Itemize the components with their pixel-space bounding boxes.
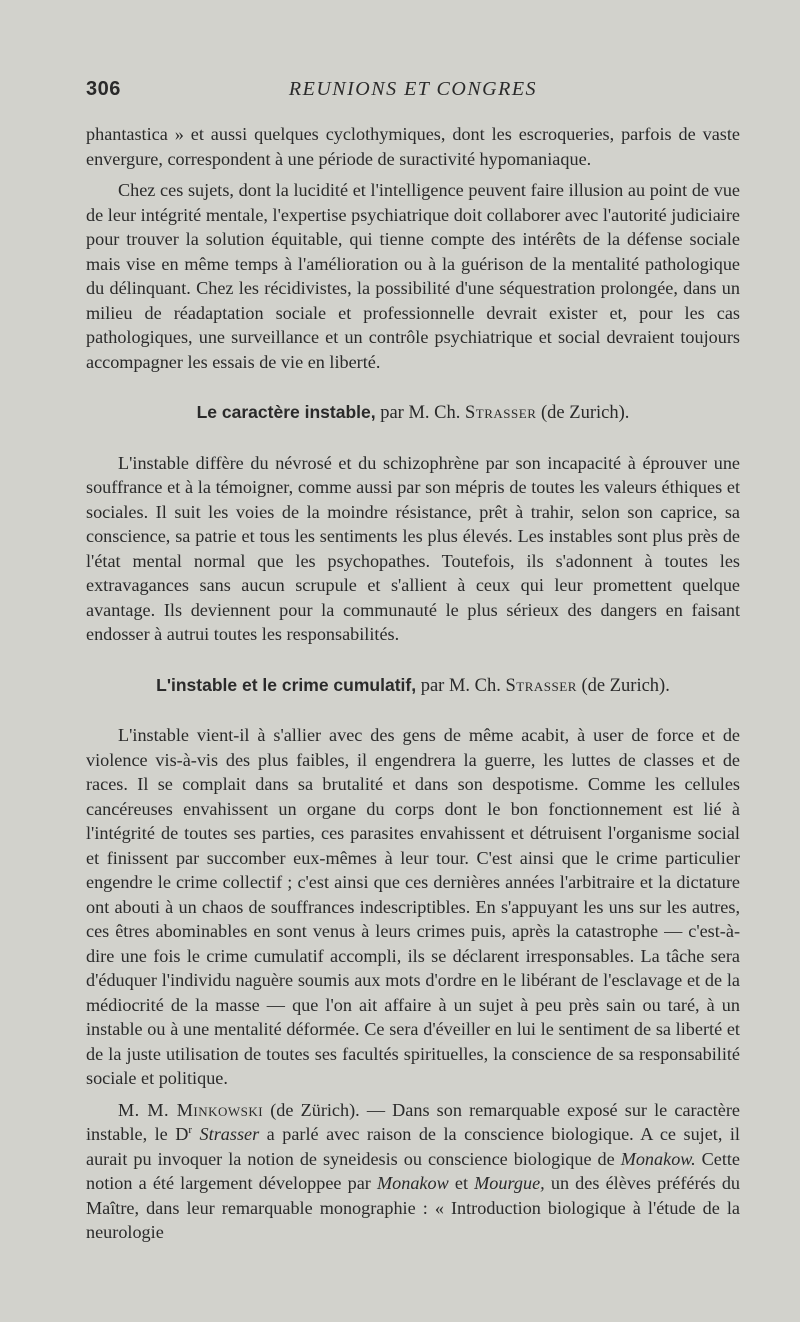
section-heading-crime-cumulatif xyxy=(86,673,740,699)
text-segment: et xyxy=(454,1173,469,1193)
page-body xyxy=(86,122,740,1245)
page-header xyxy=(86,78,740,108)
running-title: REUNIONS ET CONGRES xyxy=(288,78,538,100)
paragraph-expertise: Chez ces sujets, dont la lucidité et l'intelligence peuvent faire illusion au point de vue de leur intégrité mentale, l'expertise psychiatrique doit collaborer avec l'autorité judiciaire pour trouver la solution équitable, qui tienne compte des intérêts de la défense sociale mais vise en même temps à l'amélioration ou à la guérison de la mentalité pathologique du délinquant. Chez les récidivistes, la possibilité d'une séquestration prolongée, dans un milieu de réadaptation sociale et professionnelle devrait exister et, pour les cas pathologiques, une surveillance et un contrôle psychiatrique et social devraient toujours accompagner les essais de vie en liberté. xyxy=(86,180,740,372)
section-author: Strasser xyxy=(505,675,577,696)
section-place: (de Zurich). xyxy=(541,403,630,423)
section-title: L'instable et le crime cumulatif, xyxy=(156,674,417,695)
section-author: Strasser xyxy=(465,403,537,423)
speaker-name: M. M. Minkowski xyxy=(118,1099,264,1120)
section-title: Le caractère instable, xyxy=(196,402,376,422)
paragraph-minkowski xyxy=(86,1098,740,1245)
section-byline: par M. Ch. xyxy=(380,403,461,423)
superscript: r xyxy=(188,1123,193,1136)
page-number: 306 xyxy=(86,78,121,100)
section-place: (de Zurich). xyxy=(581,675,670,696)
section-heading-caractere-instable xyxy=(86,400,740,426)
paragraph-crime-cumulatif: L'instable vient-il à s'allier avec des gens de même acabit, à user de force et de violence vis-à-vis des plus faibles, il engendrera la guerre, les luttes de classes et de races. Il se complait dans sa brutalité et dans son despotisme. Comme les cellules cancéreuses envahissent un organe du corps dont le bon fonctionnement est lié à l'intégrité de toutes ses parties, ces parasites envahissent et détruisent l'organisme social et finissent par succomber eux-mêmes à leur tour. C'est ainsi que le crime particulier engendre le crime collectif ; c'est ainsi que ces dernières années l'arbitraire et la dictature ont abouti à un chaos de souffrances indescriptibles. En s'appuyant les uns sur les autres, ces êtres abominables en sont venus à leurs crimes puis, après la catastrophe — c'est-à-dire une fois le crime cumulatif accompli, ils se déclarent irresponsables. La tâche sera d'éduquer l'individu naguère soumis aux mots d'ordre en le libérant de l'esclavage et de la médiocrité de la masse — que l'on ait affaire à un sujet à peu près sain ou taré, à un instable ou à une mentalité déformée. Ce sera d'éveiller en lui le sentiment de sa liberté et de la juste utilisation de toutes ses facultés spirituelles, la conscience de sa responsabilité sociale et politique. xyxy=(86,725,740,1088)
text-segment: un des élèves préférés du Maître, dans leur remarquable monographie : « Introduction biologique à l'étude de la neurologie xyxy=(86,1173,741,1242)
text-segment: (de Zürich). — Dans son remarquable exposé sur le caractère instable, le D xyxy=(86,1099,740,1144)
text-segment: Cette notion a été largement développee par xyxy=(86,1148,741,1193)
section-byline: par M. Ch. xyxy=(420,675,501,696)
name-italic: Monakow xyxy=(377,1173,449,1193)
paragraph-instable: L'instable diffère du névrosé et du schizophrène par son incapacité à éprouver une souffrance et à la témoigner, comme aussi par son mépris de toutes les valeurs éthiques et sociales. Il suit les voies de la moindre résistance, prêt à trahir, selon son caprice, sa conscience, sa patrie et tous les sentiments les plus élevés. Les instables sont plus près de l'état mental normal que les psychopathes. Toutefois, ils s'adonnent à toutes les extravagances sans aucun scrupule et s'allient à ceux qui leur promettent quelque avantage. Ils deviennent pour la communauté le plus sérieux des dangers en faisant endosser à autrui toutes les responsabilités. xyxy=(86,452,740,644)
name-italic: Mourgue, xyxy=(474,1173,545,1193)
name-italic: Monakow. xyxy=(620,1148,696,1169)
paragraph-continued: phantastica » et aussi quelques cyclothymiques, dont les escroqueries, parfois de vaste envergure, correspondent à une période de suractivité hypomaniaque. xyxy=(86,124,740,169)
name-italic: Strasser xyxy=(199,1124,260,1144)
text-segment: a parlé avec raison de la conscience biologique. A ce sujet, il aurait pu invoquer la notion de syneidesis ou conscience biologique de xyxy=(86,1124,740,1169)
